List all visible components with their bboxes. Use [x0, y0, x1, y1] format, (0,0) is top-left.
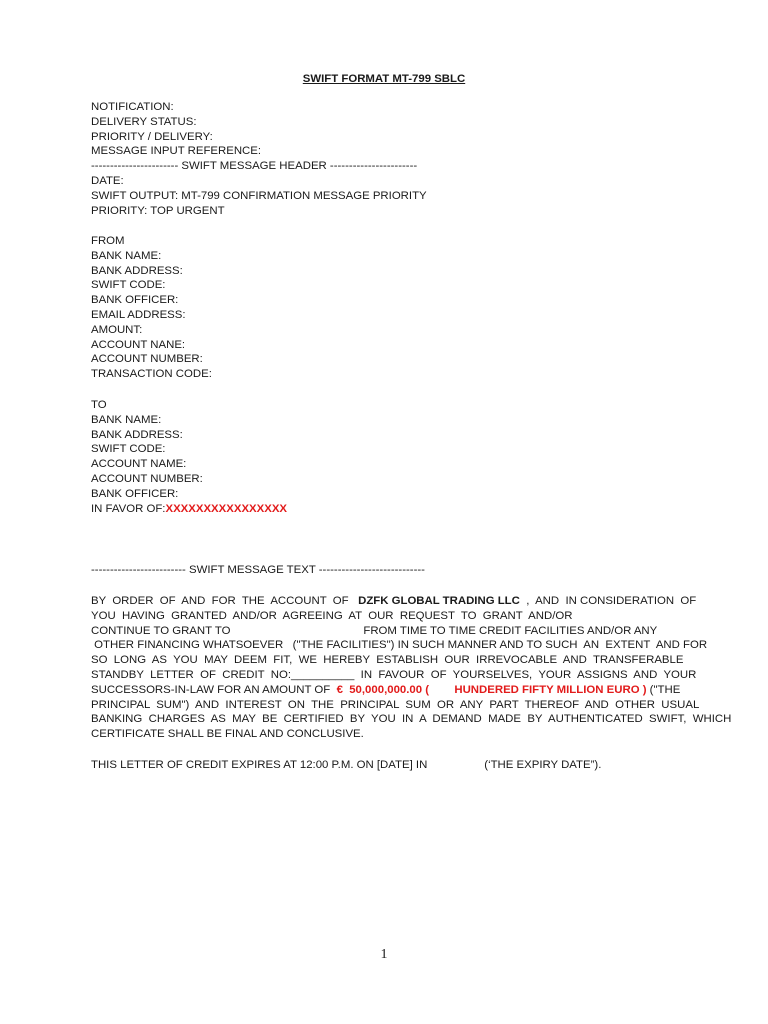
from-account-name: ACCOUNT NANE:: [91, 338, 186, 351]
from-heading: FROM: [91, 235, 125, 247]
to-heading: TO: [91, 399, 107, 411]
body-line-4: OTHER FINANCING WHATSOEVER ("THE FACILITIES") IN SUCH MANNER AND TO SUCH AN EXTENT AND FOR: [91, 639, 708, 652]
body-line-2: YOU HAVING GRANTED AND/OR AGREEING AT OUR REQUEST TO GRANT AND/OR: [91, 609, 573, 622]
from-bank-name: BANK NAME:: [91, 249, 162, 262]
to-bank-officer: BANK OFFICER:: [91, 487, 179, 500]
company-name: DZFK GLOBAL TRADING LLC: [358, 595, 520, 607]
message-text-header: ------------------------- SWIFT MESSAGE TEXT ----------------------------: [91, 564, 425, 576]
priority-line: PRIORITY: TOP URGENT: [91, 204, 225, 217]
from-transaction-code: TRANSACTION CODE:: [91, 368, 212, 381]
in-favor-of-value: XXXXXXXXXXXXXXXX: [165, 502, 288, 515]
from-bank-officer: BANK OFFICER:: [91, 294, 179, 307]
to-account-number: ACCOUNT NUMBER:: [91, 472, 203, 485]
header-section: [91, 100, 691, 218]
body-line-1: BY ORDER OF AND FOR THE ACCOUNT OF DZFK GLOBAL TRADING LLC , AND IN CONSIDERATION OF: [91, 595, 697, 607]
amount-text: € 50,000,000.00 ( HUNDERED FIFTY MILLION EURO ): [336, 683, 647, 696]
body-line-7: SUCCESSORS-IN-LAW FOR AN AMOUNT OF € 50,000,000.00 ( HUNDERED FIFTY MILLION EURO ) ("THE: [91, 683, 681, 696]
from-amount: AMOUNT:: [91, 323, 143, 336]
document-title: SWIFT FORMAT MT-799 SBLC: [302, 73, 466, 85]
swift-message-text-divider: [91, 563, 691, 578]
from-bank-address: BANK ADDRESS:: [91, 264, 183, 277]
from-email-address: EMAIL ADDRESS:: [91, 308, 186, 321]
to-account-name: ACCOUNT NAME:: [91, 458, 187, 471]
body-line-10: CERTIFICATE SHALL BE FINAL AND CONCLUSIVE.: [91, 728, 364, 741]
swift-message-header-divider: ----------------------- SWIFT MESSAGE HEADER -----------------------: [91, 160, 418, 173]
expiry-line: THIS LETTER OF CREDIT EXPIRES AT 12:00 P.M. ON [DATE] IN (‘THE EXPIRY DATE”).: [91, 759, 602, 771]
body-line-8: PRINCIPAL SUM") AND INTEREST ON THE PRINCIPAL SUM OR ANY PART THEREOF AND OTHER USUAL: [91, 698, 700, 711]
page-number: 1: [380, 947, 388, 962]
notification-line: NOTIFICATION:: [91, 101, 174, 113]
to-bank-address: BANK ADDRESS:: [91, 428, 183, 441]
delivery-status-line: DELIVERY STATUS:: [91, 115, 197, 128]
date-line: DATE:: [91, 174, 124, 187]
in-favor-of-label: IN FAVOR OF:: [91, 502, 166, 515]
swift-output-line: SWIFT OUTPUT: MT-799 CONFIRMATION MESSAGE PRIORITY: [91, 189, 427, 202]
body-line-6: STANDBY LETTER OF CREDIT NO:__________ IN FAVOUR OF YOURSELVES, YOUR ASSIGNS AND YOUR: [91, 668, 697, 681]
from-section: [91, 234, 691, 382]
from-account-number: ACCOUNT NUMBER:: [91, 353, 203, 366]
body-line-3: CONTINUE TO GRANT TO FROM TIME TO TIME CREDIT FACILITIES AND/OR ANY: [91, 624, 658, 637]
from-swift-code: SWIFT CODE:: [91, 279, 166, 292]
priority-delivery-line: PRIORITY / DELIVERY:: [91, 130, 213, 143]
body-line-5: SO LONG AS YOU MAY DEEM FIT, WE HEREBY ESTABLISH OUR IRREVOCABLE AND TRANSFERABLE: [91, 654, 684, 667]
to-bank-name: BANK NAME:: [91, 413, 162, 426]
in-favor-of-line: [91, 502, 691, 517]
body-line-9: BANKING CHARGES AS MAY BE CERTIFIED BY YOU IN A DEMAND MADE BY AUTHENTICATED SWIFT, WHICH: [91, 713, 732, 726]
to-section: [91, 398, 691, 516]
to-swift-code: SWIFT CODE:: [91, 443, 166, 456]
message-body-paragraph: [91, 594, 732, 742]
message-input-reference-line: MESSAGE INPUT REFERENCE:: [91, 145, 262, 158]
expiry-section: [91, 758, 691, 773]
